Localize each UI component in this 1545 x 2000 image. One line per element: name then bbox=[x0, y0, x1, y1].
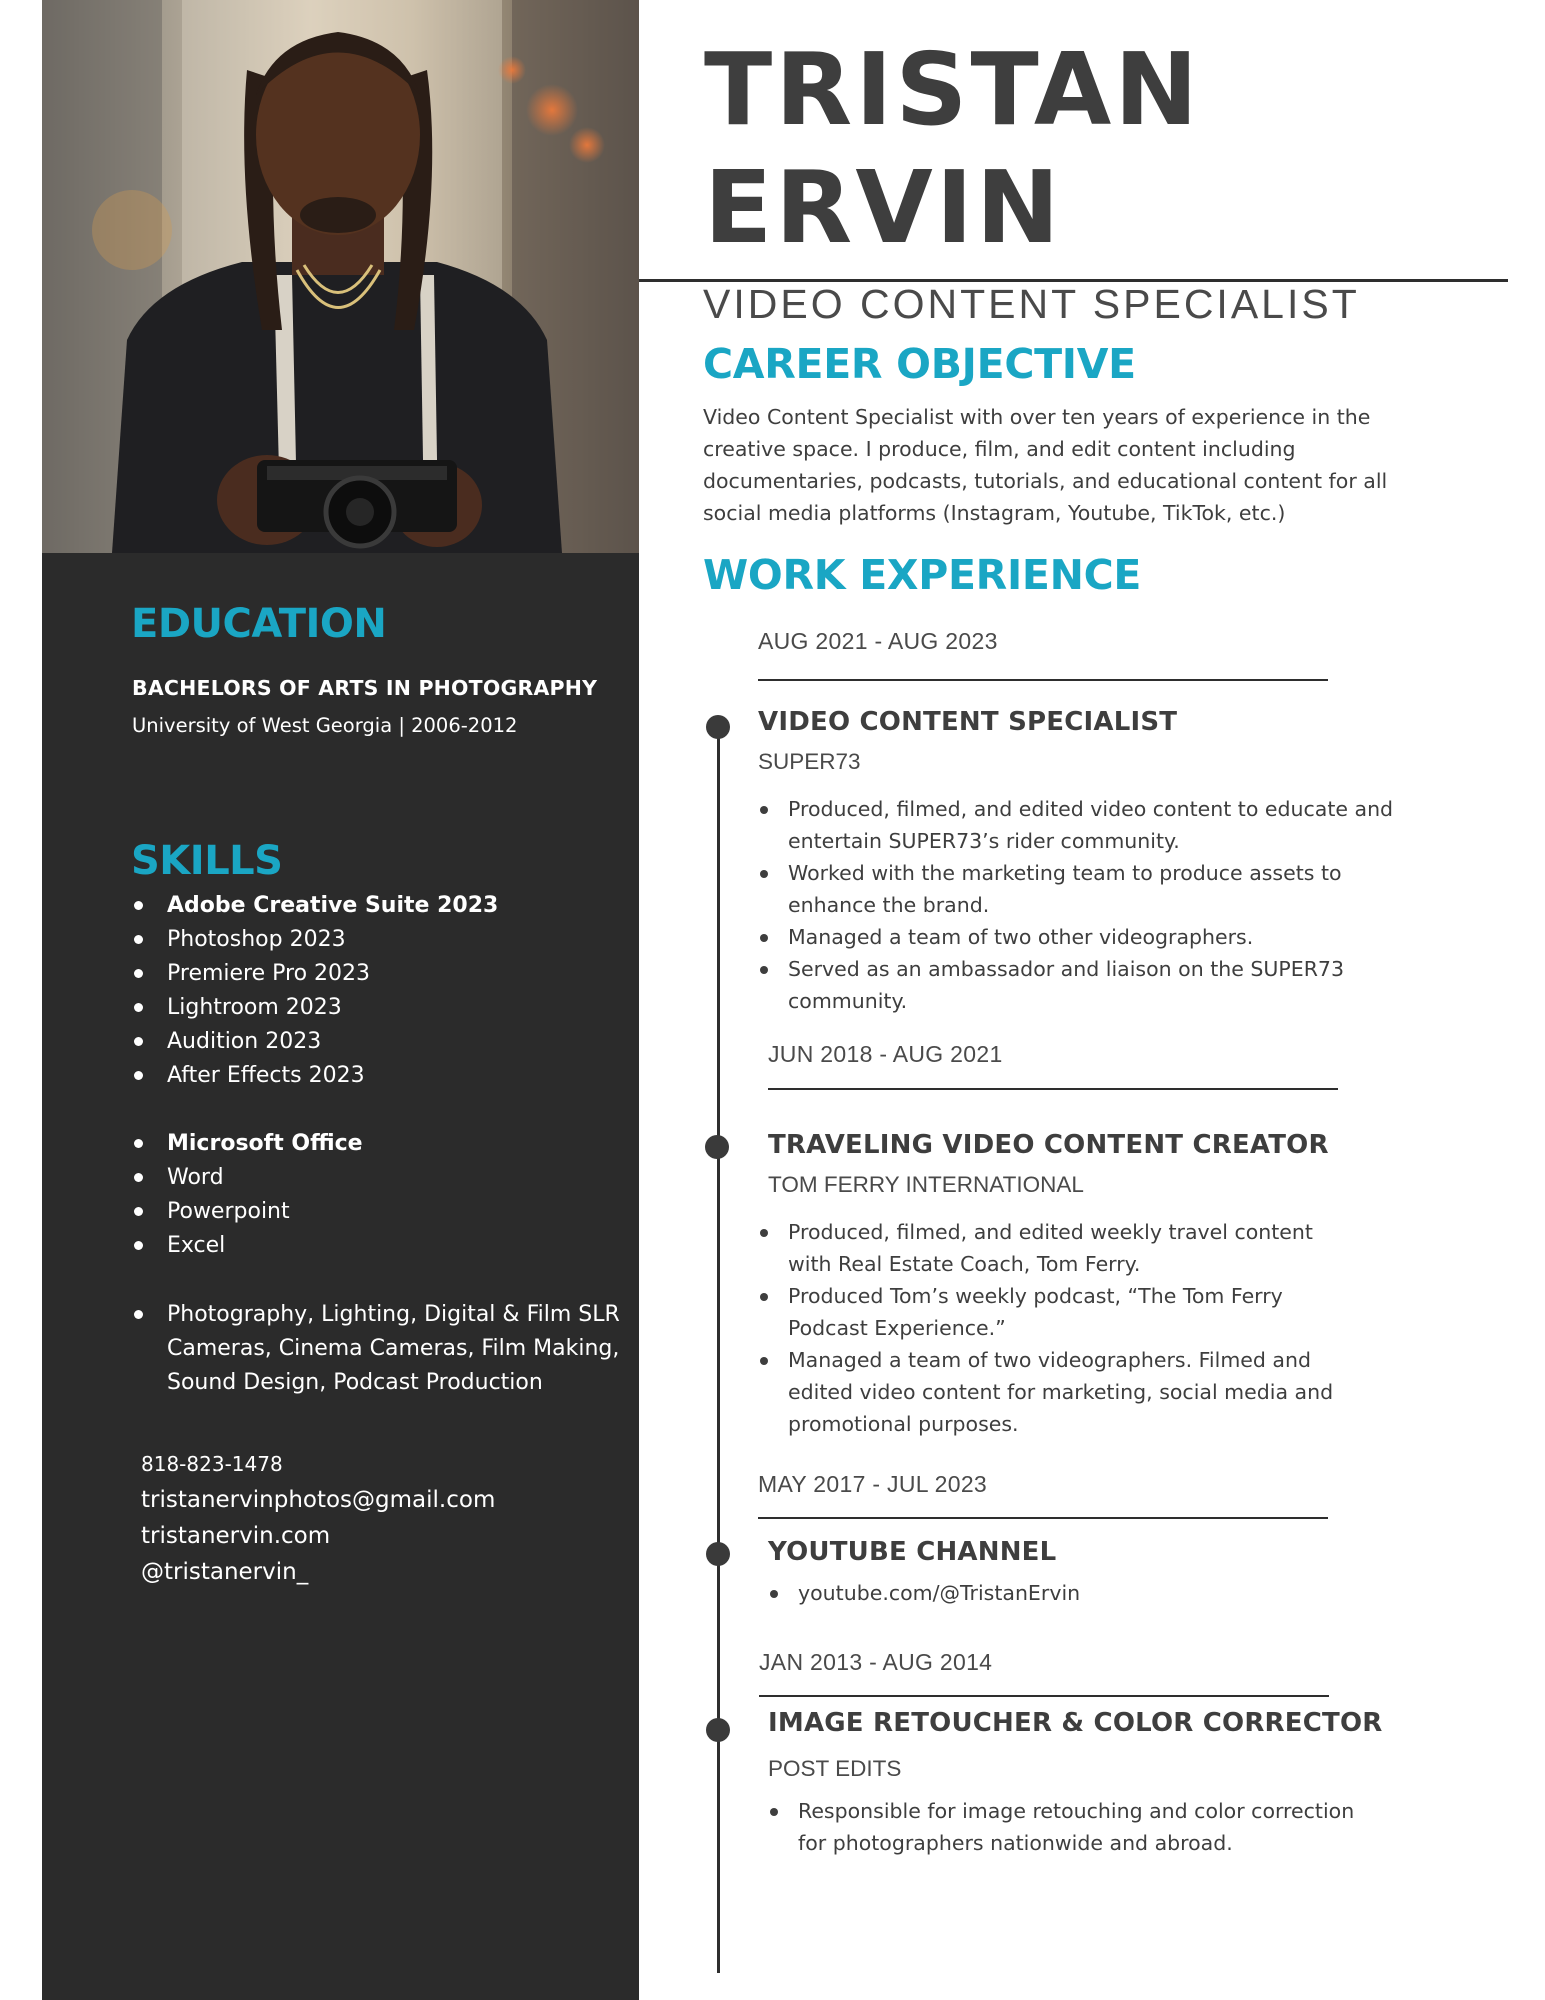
last-name: ERVIN bbox=[704, 149, 1063, 266]
skill-item: After Effects 2023 bbox=[132, 1059, 622, 1093]
job-bullet: Managed a team of two other videographers. bbox=[758, 921, 1398, 953]
skill-item: Premiere Pro 2023 bbox=[132, 957, 622, 991]
job-bullets bbox=[768, 1795, 1368, 1859]
skills-list-adobe bbox=[132, 889, 622, 1093]
skill-item: Photography, Lighting, Digital & Film SLR Cameras, Cinema Cameras, Film Making, Sound Design, Podcast Production bbox=[132, 1298, 632, 1400]
job-dates: JAN 2013 - AUG 2014 bbox=[759, 1649, 993, 1675]
job-divider bbox=[759, 1695, 1329, 1697]
job-title: YOUTUBE CHANNEL bbox=[768, 1537, 1057, 1567]
skill-item: Word bbox=[132, 1161, 622, 1195]
job-bullets bbox=[768, 1577, 1368, 1609]
skill-item: Lightroom 2023 bbox=[132, 991, 622, 1025]
skill-item: Photoshop 2023 bbox=[132, 923, 622, 957]
job-bullet: Produced, filmed, and edited weekly travel content with Real Estate Coach, Tom Ferry. bbox=[758, 1216, 1358, 1280]
phone-number: 818-823-1478 bbox=[141, 1452, 283, 1476]
portrait-illustration bbox=[42, 0, 639, 553]
job-bullet: Served as an ambassador and liaison on the SUPER73 community. bbox=[758, 953, 1398, 1017]
job-title: TRAVELING VIDEO CONTENT CREATOR bbox=[768, 1130, 1329, 1160]
timeline-dot bbox=[706, 1718, 730, 1742]
skill-item: Microsoft Office bbox=[132, 1127, 622, 1161]
job-dates: AUG 2021 - AUG 2023 bbox=[758, 628, 998, 654]
sidebar bbox=[42, 553, 639, 2000]
skills-list-other bbox=[132, 1298, 632, 1400]
contact-info bbox=[141, 1446, 495, 1590]
website-link[interactable]: tristanervin.com bbox=[141, 1523, 331, 1549]
email-link[interactable]: tristanervinphotos@gmail.com bbox=[141, 1487, 496, 1513]
work-experience-heading: WORK EXPERIENCE bbox=[703, 551, 1142, 599]
job-company: POST EDITS bbox=[768, 1756, 902, 1781]
skill-item: Adobe Creative Suite 2023 bbox=[132, 889, 622, 923]
skills-list-office bbox=[132, 1127, 622, 1263]
school-info: University of West Georgia | 2006-2012 bbox=[132, 714, 518, 737]
skills-heading: SKILLS bbox=[131, 838, 283, 884]
job-bullets bbox=[758, 1216, 1358, 1440]
skill-item: Powerpoint bbox=[132, 1195, 622, 1229]
social-handle[interactable]: @tristanervin_ bbox=[141, 1559, 309, 1585]
job-bullet[interactable]: youtube.com/@TristanErvin bbox=[768, 1577, 1368, 1609]
job-divider bbox=[758, 679, 1328, 681]
job-bullet: Produced Tom’s weekly podcast, “The Tom Ferry Podcast Experience.” bbox=[758, 1280, 1358, 1344]
profile-photo bbox=[42, 0, 639, 553]
job-divider bbox=[758, 1517, 1328, 1519]
job-bullets bbox=[758, 793, 1398, 1017]
job-bullet: Produced, filmed, and edited video content to educate and entertain SUPER73’s rider community. bbox=[758, 793, 1398, 857]
job-company: TOM FERRY INTERNATIONAL bbox=[768, 1172, 1084, 1197]
job-bullet: Worked with the marketing team to produce assets to enhance the brand. bbox=[758, 857, 1398, 921]
education-heading: EDUCATION bbox=[131, 601, 387, 647]
job-title: VIDEO CONTENT SPECIALIST bbox=[758, 707, 1178, 737]
skill-item: Excel bbox=[132, 1229, 622, 1263]
job-title: VIDEO CONTENT SPECIALIST bbox=[703, 281, 1360, 327]
timeline-dot bbox=[706, 1542, 730, 1566]
job-dates: MAY 2017 - JUL 2023 bbox=[758, 1471, 988, 1497]
timeline-dot bbox=[706, 715, 730, 739]
career-objective-text: Video Content Specialist with over ten years of experience in the creative space. I produce, film, and edit content including documentaries, podcasts, tutorials, and educational content for all social media platforms (Instagram, Youtube, TikTok, etc.) bbox=[703, 405, 1388, 525]
job-company: SUPER73 bbox=[758, 749, 861, 774]
job-bullet: Managed a team of two videographers. Filmed and edited video content for marketing, social media and promotional purposes. bbox=[758, 1344, 1358, 1440]
job-dates: JUN 2018 - AUG 2021 bbox=[768, 1041, 1003, 1067]
job-divider bbox=[768, 1088, 1338, 1090]
degree-title: BACHELORS OF ARTS IN PHOTOGRAPHY bbox=[132, 676, 598, 700]
job-title: IMAGE RETOUCHER & COLOR CORRECTOR bbox=[768, 1708, 1383, 1738]
skill-item: Audition 2023 bbox=[132, 1025, 622, 1059]
job-bullet: Responsible for image retouching and color correction for photographers nationwide and abroad. bbox=[768, 1795, 1368, 1859]
timeline-dot bbox=[705, 1135, 729, 1159]
timeline-line bbox=[717, 728, 720, 1973]
first-name: TRISTAN bbox=[704, 31, 1201, 148]
career-objective-heading: CAREER OBJECTIVE bbox=[703, 340, 1136, 388]
